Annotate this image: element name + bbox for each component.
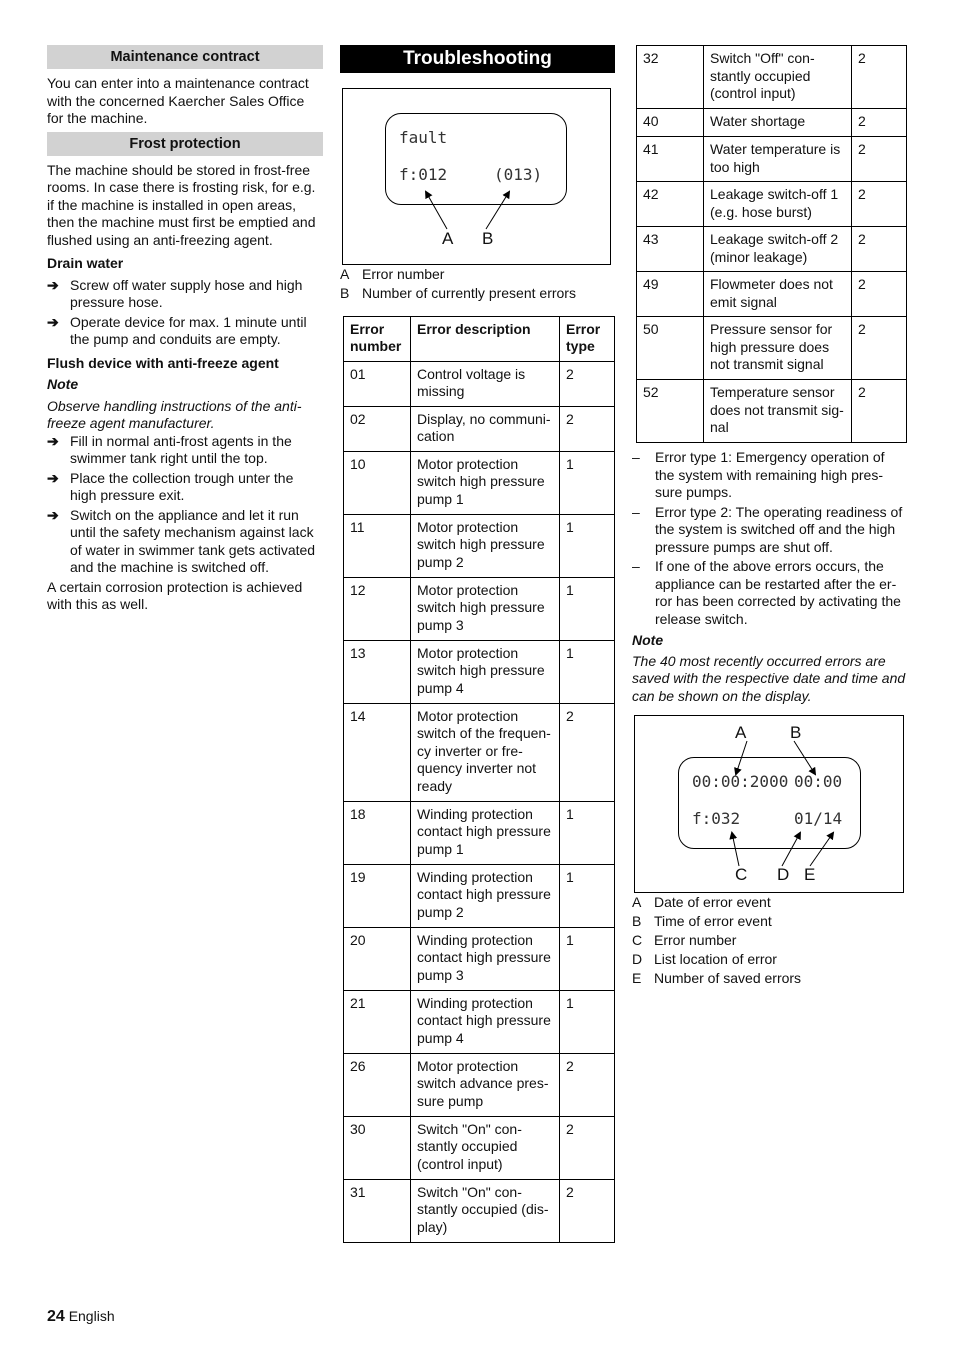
table-header-row bbox=[344, 316, 615, 361]
cell-error-description: Switch "On" con-stantly occupied (dis-play) bbox=[411, 1179, 560, 1242]
legend-item: D List location of error bbox=[632, 951, 777, 967]
callout-a: A bbox=[735, 723, 747, 742]
lcd-error-code: f:012 bbox=[399, 165, 448, 184]
cell-error-number: 43 bbox=[637, 227, 704, 272]
drain-title: Drain water bbox=[47, 255, 124, 271]
list-item: ➔ Switch on the appliance and let it run until the safety mechanism against lack of water in swimmer tank gets activated and the machine is switched off. bbox=[47, 506, 316, 575]
fault-display-figure bbox=[342, 88, 611, 265]
cell-error-type: 2 bbox=[852, 380, 907, 443]
cell-error-number: 40 bbox=[637, 109, 704, 137]
table-row bbox=[637, 380, 907, 443]
error-table-continued bbox=[636, 45, 907, 443]
cell-error-number: 52 bbox=[637, 380, 704, 443]
cell-error-type: 2 bbox=[852, 46, 907, 109]
lcd-error-code: f:032 bbox=[692, 809, 741, 828]
table-row bbox=[344, 801, 615, 864]
table-row bbox=[344, 703, 615, 801]
cell-error-description: Control voltage is missing bbox=[411, 361, 560, 406]
cell-error-number: 11 bbox=[344, 514, 411, 577]
cell-error-description: Pressure sensor for high pressure does not transmit signal bbox=[704, 317, 852, 380]
cell-error-description: Motor protection switch high pressure pump 4 bbox=[411, 640, 560, 703]
note-text: Observe handling instructions of the anti-freeze agent manufacturer. bbox=[47, 397, 302, 431]
cell-error-description: Winding protection contact high pressure pump 1 bbox=[411, 801, 560, 864]
error-table bbox=[343, 316, 615, 1243]
cell-error-type: 1 bbox=[560, 451, 615, 514]
arrow-right-icon: ➔ bbox=[47, 469, 59, 486]
table-row bbox=[637, 272, 907, 317]
table-row bbox=[344, 640, 615, 703]
arrow-right-icon: ➔ bbox=[47, 432, 59, 449]
table-row bbox=[344, 361, 615, 406]
frost-heading: Frost protection bbox=[47, 132, 323, 156]
drain-steps bbox=[47, 277, 323, 349]
lcd-date: 00:00:2000 bbox=[692, 772, 789, 791]
cell-error-number: 14 bbox=[344, 703, 411, 801]
cell-error-description: Motor protection switch of the frequen-cy inverter or fre-quency inverter not ready bbox=[411, 703, 560, 801]
cell-error-description: Display, no communi-cation bbox=[411, 406, 560, 451]
cell-error-number: 49 bbox=[637, 272, 704, 317]
troubleshooting-heading: Troubleshooting bbox=[340, 45, 615, 73]
page-footer bbox=[47, 1308, 115, 1326]
cell-error-type: 2 bbox=[560, 1116, 615, 1179]
table-row bbox=[344, 577, 615, 640]
cell-error-number: 13 bbox=[344, 640, 411, 703]
cell-error-number: 10 bbox=[344, 451, 411, 514]
flush-steps bbox=[47, 433, 323, 577]
list-item: – If one of the above errors occurs, the appliance can be restarted after the er-ror has been corrected by activating the release switch. bbox=[632, 558, 901, 627]
cell-error-type: 2 bbox=[560, 361, 615, 406]
note-label: Note bbox=[632, 632, 664, 648]
frost-text: The machine should be stored in frost-free rooms. In case there is frosting risk, for e.g. if the machine is installed in open areas, then the machine must first be emptied and flushed using an anti-freezing agent. bbox=[47, 161, 316, 248]
cell-error-description: Flowmeter does not emit signal bbox=[704, 272, 852, 317]
cell-error-number: 01 bbox=[344, 361, 411, 406]
list-item: – Error type 2: The operating readiness of the system is switched off and the high pressure pumps are shut off. bbox=[632, 503, 903, 555]
callout-arrows bbox=[635, 716, 903, 892]
maintenance-heading: Maintenance contract bbox=[47, 45, 323, 69]
list-item: ➔ Place the collection trough unter the high pressure exit. bbox=[47, 469, 294, 503]
table-row bbox=[637, 227, 907, 272]
legend-item: A Date of error event bbox=[632, 894, 771, 910]
list-item: ➔ Screw off water supply hose and high pressure hose. bbox=[47, 276, 303, 310]
history-legend bbox=[632, 894, 907, 988]
note-label: Note bbox=[47, 376, 79, 392]
closing-text: A certain corrosion protection is achieved with this as well. bbox=[47, 578, 303, 612]
col-header-number: Error number bbox=[344, 316, 411, 361]
cell-error-type: 2 bbox=[852, 227, 907, 272]
right-column bbox=[632, 45, 907, 989]
cell-error-type: 1 bbox=[560, 864, 615, 927]
lcd-time: 00:00 bbox=[794, 772, 843, 791]
table-row bbox=[637, 137, 907, 182]
cell-error-number: 21 bbox=[344, 990, 411, 1053]
cell-error-type: 2 bbox=[560, 1179, 615, 1242]
footer-language: English bbox=[68, 1308, 115, 1324]
callout-e: E bbox=[804, 865, 816, 884]
cell-error-number: 30 bbox=[344, 1116, 411, 1179]
cell-error-type: 1 bbox=[560, 640, 615, 703]
cell-error-type: 2 bbox=[560, 703, 615, 801]
table-row bbox=[344, 990, 615, 1053]
cell-error-description: Motor protection switch high pressure pump 1 bbox=[411, 451, 560, 514]
cell-error-description: Winding protection contact high pressure pump 4 bbox=[411, 990, 560, 1053]
cell-error-description: Switch "On" con-stantly occupied (control input) bbox=[411, 1116, 560, 1179]
callout-d: D bbox=[777, 865, 790, 884]
cell-error-number: 20 bbox=[344, 927, 411, 990]
table-row bbox=[637, 109, 907, 137]
cell-error-number: 18 bbox=[344, 801, 411, 864]
callout-b: B bbox=[482, 229, 494, 248]
cell-error-description: Leakage switch-off 2 (minor leakage) bbox=[704, 227, 852, 272]
cell-error-type: 1 bbox=[560, 990, 615, 1053]
cell-error-description: Winding protection contact high pressure pump 2 bbox=[411, 864, 560, 927]
cell-error-type: 1 bbox=[560, 801, 615, 864]
cell-error-type: 1 bbox=[560, 577, 615, 640]
table-row bbox=[344, 1116, 615, 1179]
cell-error-number: 41 bbox=[637, 137, 704, 182]
table-row bbox=[344, 1179, 615, 1242]
cell-error-description: Motor protection switch high pressure pump 2 bbox=[411, 514, 560, 577]
arrow-right-icon: ➔ bbox=[47, 313, 59, 330]
callout-b: B bbox=[790, 723, 802, 742]
flush-title: Flush device with anti-freeze agent bbox=[47, 354, 279, 371]
arrow-right-icon: ➔ bbox=[47, 276, 59, 293]
cell-error-description: Water temperature is too high bbox=[704, 137, 852, 182]
display-legend bbox=[340, 266, 615, 303]
arrow-right-icon: ➔ bbox=[47, 506, 59, 523]
cell-error-number: 50 bbox=[637, 317, 704, 380]
table-row bbox=[637, 317, 907, 380]
callout-c: C bbox=[735, 865, 748, 884]
legend-item: C Error number bbox=[632, 932, 737, 948]
callout-arrows bbox=[343, 89, 610, 264]
list-item: – Error type 1: Emergency operation of the system with remaining high pres-sure pumps. bbox=[632, 449, 885, 500]
table-row bbox=[344, 406, 615, 451]
cell-error-number: 31 bbox=[344, 1179, 411, 1242]
cell-error-type: 2 bbox=[852, 109, 907, 137]
error-type-notes bbox=[632, 449, 907, 628]
cell-error-number: 19 bbox=[344, 864, 411, 927]
legend-item: A Error number bbox=[340, 266, 445, 282]
cell-error-type: 2 bbox=[852, 317, 907, 380]
cell-error-type: 1 bbox=[560, 927, 615, 990]
lcd-list-position: 01/14 bbox=[794, 809, 843, 828]
lcd-fault-text: fault bbox=[399, 128, 448, 147]
legend-item: B Number of currently present errors bbox=[340, 285, 576, 301]
cell-error-number: 12 bbox=[344, 577, 411, 640]
callout-a: A bbox=[442, 229, 454, 248]
cell-error-number: 32 bbox=[637, 46, 704, 109]
lcd-error-count: (013) bbox=[494, 165, 543, 184]
cell-error-number: 02 bbox=[344, 406, 411, 451]
table-row bbox=[637, 46, 907, 109]
cell-error-number: 26 bbox=[344, 1053, 411, 1116]
cell-error-type: 2 bbox=[852, 182, 907, 227]
cell-error-description: Winding protection contact high pressure pump 3 bbox=[411, 927, 560, 990]
cell-error-description: Temperature sensor does not transmit sig-nal bbox=[704, 380, 852, 443]
table-row bbox=[344, 927, 615, 990]
list-item: ➔ Fill in normal anti-frost agents in the swimmer tank right until the top. bbox=[47, 432, 292, 466]
table-row bbox=[344, 864, 615, 927]
list-item: ➔ Operate device for max. 1 minute until the pump and conduits are empty. bbox=[47, 313, 307, 347]
cell-error-type: 2 bbox=[560, 406, 615, 451]
error-history-figure bbox=[634, 715, 904, 893]
table-row bbox=[344, 451, 615, 514]
cell-error-description: Leakage switch-off 1 (e.g. hose burst) bbox=[704, 182, 852, 227]
cell-error-description: Motor protection switch high pressure pump 3 bbox=[411, 577, 560, 640]
left-column bbox=[47, 45, 323, 618]
cell-error-type: 2 bbox=[560, 1053, 615, 1116]
table-row bbox=[344, 514, 615, 577]
cell-error-description: Motor protection switch advance pres-sure pump bbox=[411, 1053, 560, 1116]
cell-error-type: 2 bbox=[852, 272, 907, 317]
legend-item: B Time of error event bbox=[632, 913, 772, 929]
legend-item: E Number of saved errors bbox=[632, 970, 802, 986]
col-header-type: Error type bbox=[560, 316, 615, 361]
cell-error-description: Switch "Off" con-stantly occupied (control input) bbox=[704, 46, 852, 109]
note-text: The 40 most recently occurred errors are saved with the respective date and time and can be shown on the display. bbox=[632, 652, 906, 704]
cell-error-description: Water shortage bbox=[704, 109, 852, 137]
middle-column bbox=[340, 45, 615, 1243]
cell-error-number: 42 bbox=[637, 182, 704, 227]
table-row bbox=[344, 1053, 615, 1116]
col-header-description: Error description bbox=[411, 316, 560, 361]
maintenance-text: You can enter into a maintenance contract with the concerned Kaercher Sales Office for the machine. bbox=[47, 75, 309, 126]
page-number: 24 bbox=[47, 1308, 65, 1325]
cell-error-type: 2 bbox=[852, 137, 907, 182]
table-row bbox=[637, 182, 907, 227]
cell-error-type: 1 bbox=[560, 514, 615, 577]
